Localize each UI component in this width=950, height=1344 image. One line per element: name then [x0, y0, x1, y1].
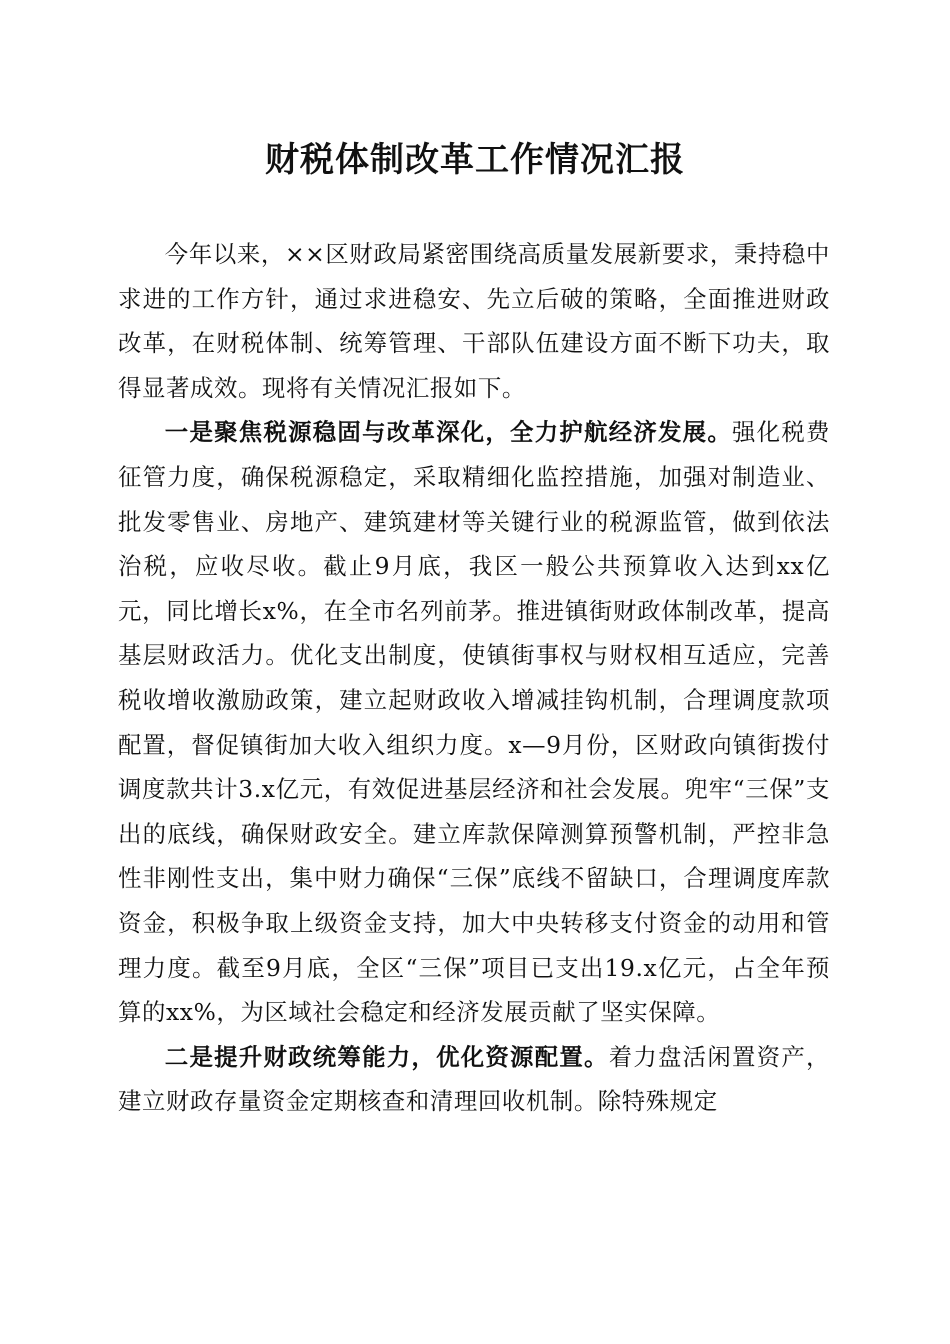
paragraph-text: 强化税费征管力度，确保税源稳定，采取精细化监控措施，加强对制造业、批发零售业、房地产、建筑建材等关键行业的税源监管，做到依法治税，应收尽收。截止9月底，我区一般公共预算收入达到xx亿元，同比增长x%，在全市名列前茅。推进镇街财政体制改革，提高基层财政活力。优化支出制度，使镇街事权与财权相互适应，完善税收增收激励政策，建立起财政收入增减挂钩机制，合理调度款项配置，督促镇街加大收入组织力度。x—9月份，区财政向镇街拨付调度款共计3.x亿元，有效促进基层经济和社会发展。兜牢“三保”支出的底线，确保财政安全。建立库款保障测算预警机制，严控非急性非刚性支出，集中财力确保“三保”底线不留缺口，合理调度库款资金，积极争取上级资金支持，加大中央转移支付资金的动用和管理力度。截至9月底，全区“三保”项目已支出19.x亿元，占全年预算的xx%，为区域社会稳定和经济发展贡献了坚实保障。: [118, 418, 830, 1027]
paragraph-lead: 二是提升财政统筹能力，优化资源配置。: [164, 1042, 609, 1071]
paragraph-section-2: [118, 1035, 830, 1124]
document-body: [118, 232, 830, 1124]
paragraph-lead: 一是聚焦税源稳固与改革深化，全力护航经济发展。: [164, 418, 733, 447]
paragraph-text: 今年以来，××区财政局紧密围绕高质量发展新要求，秉持稳中求进的工作方针，通过求进稳安、先立后破的策略，全面推进财政改革，在财税体制、统筹管理、干部队伍建设方面不断下功夫，取得显著成效。现将有关情况汇报如下。: [118, 240, 830, 402]
paragraph-text: 着力盘活闲置资产，建立财政存量资金定期核查和清理回收机制。除特殊规定: [118, 1042, 830, 1116]
document-title: 财税体制改革工作情况汇报: [265, 140, 685, 180]
paragraph-section-1: [118, 410, 830, 1034]
paragraph-intro: [118, 232, 830, 410]
